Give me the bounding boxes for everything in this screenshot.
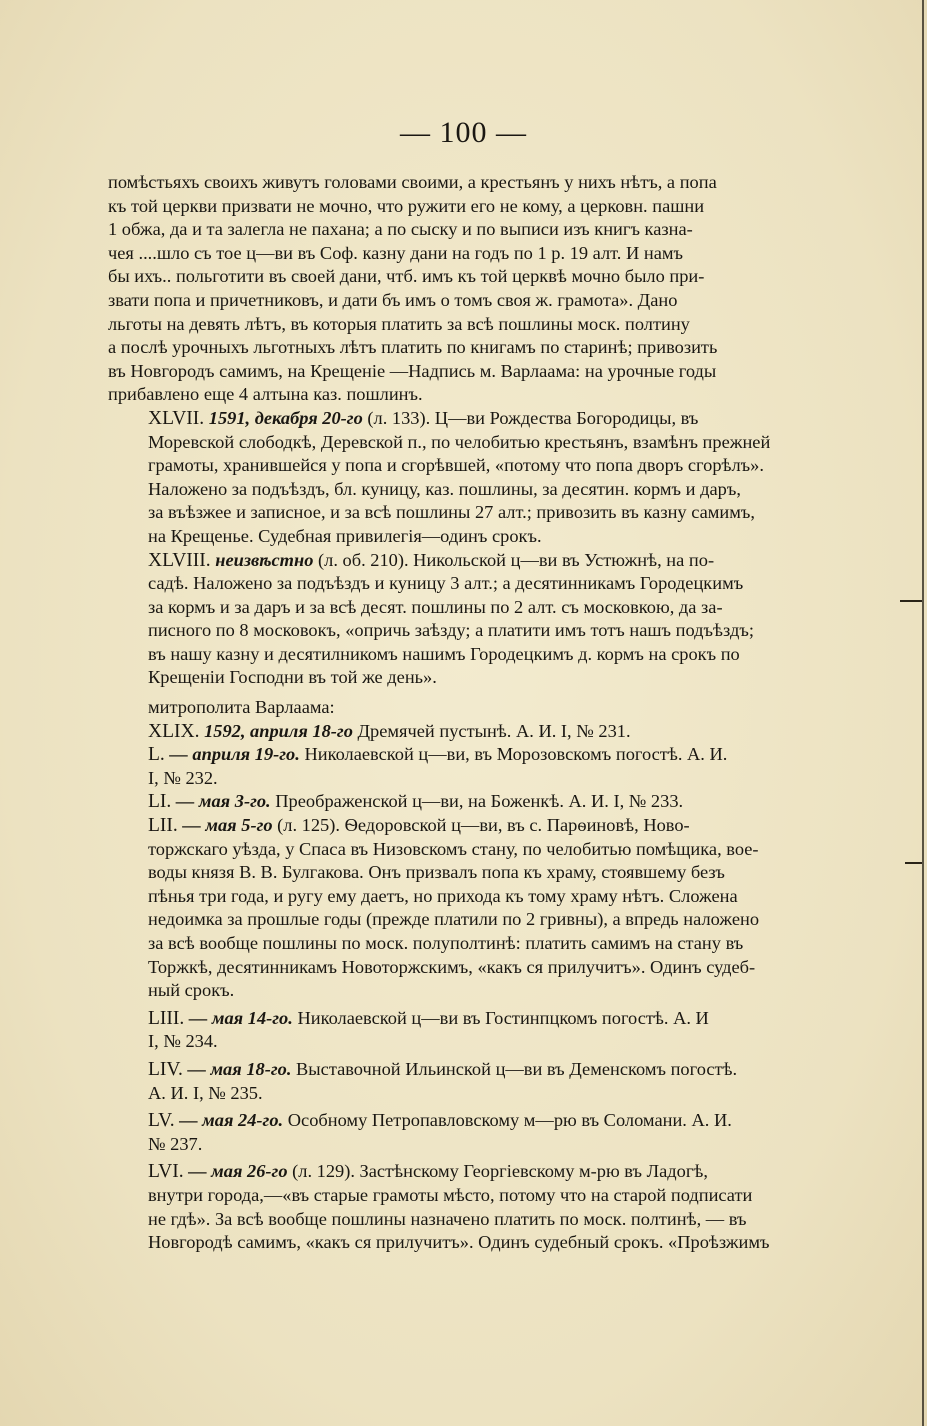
paragraph — [108, 743, 830, 790]
text-line: Моревской слободкѣ, Деревской п., по челобитью крестьянъ, взамѣнъ прежней — [148, 431, 771, 452]
entry-date: — мая 5-го — [182, 815, 273, 836]
text-line: звати попа и причетниковъ, и дати бъ имъ о томъ своя ж. грамота». Дано — [108, 289, 678, 310]
text-line: льготы на девять лѣтъ, въ которыя платить за всѣ пошлины моск. полтину — [108, 313, 690, 334]
text-line: за кормъ и за даръ и за всѣ десят. пошлины по 2 алт. съ московкою, да за- — [148, 596, 723, 617]
line-text: Выставочной Ильинской ц—ви въ Деменскомъ погостѣ. — [296, 1058, 738, 1079]
text-line: Торжкѣ, десятинникамъ Новоторжскимъ, «какъ ся прилучитъ». Одинъ судеб- — [148, 956, 756, 977]
entry-number: L. — [148, 744, 165, 766]
line-text: (л. 129). Застѣнскому Георгіевскому м-рю въ Ладогѣ, — [292, 1161, 708, 1182]
line-text: (л. 125). Ѳедоровской ц—ви, въ с. Парѳиновѣ, Ново- — [277, 815, 690, 836]
line-text: (л. об. 210). Никольской ц—ви въ Устюжнѣ, на по- — [318, 549, 715, 570]
entry-date: — мая 26-го — [188, 1161, 288, 1182]
text-line — [108, 790, 830, 814]
text-line: торжскаго уѣзда, у Спаса въ Низовскомъ стану, по челобитью помѣщика, вое- — [148, 838, 759, 859]
text-line: пѣнья три года, и ругу ему даетъ, но прихода къ тому храму нѣтъ. Сложена — [148, 885, 738, 906]
paragraph — [108, 549, 830, 691]
edge-tick-mark — [905, 862, 922, 864]
text-line: I, № 234. — [148, 1031, 218, 1052]
edge-tick-mark — [900, 600, 922, 602]
line-text: Николаевской ц—ви, въ Морозовскомъ погостѣ. А. И. — [304, 744, 728, 765]
text-line: бы ихъ.. польготити въ своей дани, чтб. имъ къ той церквѣ мочно было при- — [108, 266, 705, 287]
paragraph — [108, 696, 830, 720]
text-line: ный срокъ. — [148, 980, 235, 1001]
text-line: митрополита Варлаама: — [148, 697, 335, 718]
entry-number: LIV. — [148, 1058, 183, 1080]
text-line: прибавлено еще 4 алтына каз. пошлинъ. — [108, 384, 423, 405]
text-line: Новгородѣ самимъ, «какъ ся прилучитъ». Одинъ судебный срокъ. «Проѣзжимъ — [148, 1232, 770, 1253]
text-line: въ Новгородъ самимъ, на Крещеніе —Надпись м. Варлаама: на урочные годы — [108, 360, 717, 381]
entry-date: — априля 19-го. — [169, 744, 300, 765]
text-line: садѣ. Наложено за подъѣздъ и куницу 3 алт.; а десятинникамъ Городецкимъ — [148, 573, 744, 594]
text-line: писного по 8 московокъ, «опричь заѣзду; а платити имъ тотъ нашъ подъѣздъ; — [148, 620, 754, 641]
text-line — [108, 1109, 830, 1133]
text-line: въ нашу казну и десятилникомъ нашимъ Городецкимъ д. кормъ на срокъ по — [148, 643, 740, 664]
body-text — [108, 171, 830, 1255]
entry-number: XLVII. — [148, 407, 205, 429]
text-line: № 237. — [148, 1133, 203, 1154]
entry-date: 1591, декабря 20-го — [208, 407, 363, 428]
paragraph — [108, 1058, 830, 1105]
paragraph — [108, 1007, 830, 1054]
paragraph — [108, 1109, 830, 1156]
line-text: Николаевской ц—ви въ Гостинпцкомъ погостѣ. А. И — [297, 1007, 709, 1028]
paragraph — [108, 720, 830, 744]
text-line — [108, 1058, 830, 1082]
entry-number: XLVIII. — [148, 549, 211, 571]
page-edge-line — [922, 0, 924, 1426]
text-line — [108, 1007, 830, 1031]
page-number: — 100 — — [400, 116, 527, 149]
text-line — [108, 814, 830, 838]
entry-number: LVI. — [148, 1161, 184, 1183]
text-line — [108, 549, 830, 573]
text-line: I, № 232. — [148, 767, 218, 788]
text-line: къ той церкви призвати не мочно, что ружити его не кому, а церковн. пашни — [108, 195, 705, 216]
text-line — [108, 407, 830, 431]
text-line: за въѣзжее и записное, и за всѣ пошлины 27 алт.; привозить въ казну самимъ, — [148, 502, 755, 523]
entry-date: — мая 18-го. — [187, 1058, 292, 1079]
line-text: Преображенской ц—ви, на Боженкѣ. А. И. I, № 233. — [275, 791, 684, 812]
text-line: воды князя В. В. Булгакова. Онъ призвалъ попа къ храму, стоявшему безъ — [148, 862, 725, 883]
entry-number: LV. — [148, 1110, 175, 1132]
line-text: Особному Петропавловскому м—рю въ Соломани. А. И. — [287, 1110, 732, 1131]
text-line: 1 обжа, да и та залегла не пахана; а по сыску и по выписи изъ книгъ казна- — [108, 219, 693, 240]
text-line: за всѣ вообще пошлины по моск. полуполтинѣ: платить самимъ на стану въ — [148, 933, 744, 953]
entry-date: — мая 14-го. — [188, 1007, 293, 1028]
paragraph — [108, 790, 830, 814]
entry-number: LIII. — [148, 1007, 185, 1029]
line-text: Дремячей пустынѣ. А. И. I, № 231. — [357, 720, 631, 741]
text-line: не гдѣ». За всѣ вообще пошлины назначено платить по моск. полтинѣ, — въ — [148, 1208, 747, 1229]
text-line: недоимка за прошлые годы (прежде платили по 2 гривны), а впредь наложено — [148, 909, 760, 930]
text-line: Крещеніи Господни въ той же день». — [148, 667, 437, 688]
text-line — [108, 720, 830, 744]
text-line: грамоты, хранившейся у попа и сгорѣвшей, «потому что попа дворъ сгорѣлъ». — [148, 455, 764, 476]
entry-date: 1592, априля 18-го — [204, 720, 353, 741]
text-line: на Крещенье. Судебная привилегія—одинъ срокъ. — [148, 525, 542, 546]
text-line: Наложено за подъѣздъ, бл. куницу, каз. пошлины, за десятин. кормъ и даръ, — [148, 478, 741, 499]
text-line: внутри города,—«въ старые грамоты мѣсто, потому что на старой подписати — [148, 1184, 753, 1205]
text-line: А. И. I, № 235. — [148, 1082, 263, 1103]
text-line — [108, 1160, 830, 1184]
paragraph — [108, 407, 830, 549]
entry-number: LII. — [148, 815, 178, 837]
text-line: а послѣ урочныхъ льготныхъ лѣтъ платить по книгамъ по старинѣ; привозить — [108, 337, 718, 358]
entry-number: XLIX. — [148, 720, 200, 742]
paragraph — [108, 171, 830, 407]
paragraph — [108, 1160, 830, 1254]
text-line: чея ....шло съ тое ц—ви въ Соф. казну дани на годъ по 1 р. 19 алт. И намъ — [108, 242, 684, 263]
entry-date: — мая 3-го. — [175, 791, 271, 812]
entry-number: LI. — [148, 791, 172, 813]
line-text: (л. 133). Ц—ви Рождества Богородицы, въ — [367, 407, 699, 428]
paragraph — [108, 814, 830, 1003]
entry-date: — мая 24-го. — [179, 1110, 284, 1131]
text-line — [108, 743, 830, 767]
entry-date: неизвѣстно — [215, 549, 314, 570]
text-line: помѣстьяхъ своихъ живутъ головами своими, а крестьянъ у нихъ нѣтъ, а попа — [108, 172, 717, 192]
